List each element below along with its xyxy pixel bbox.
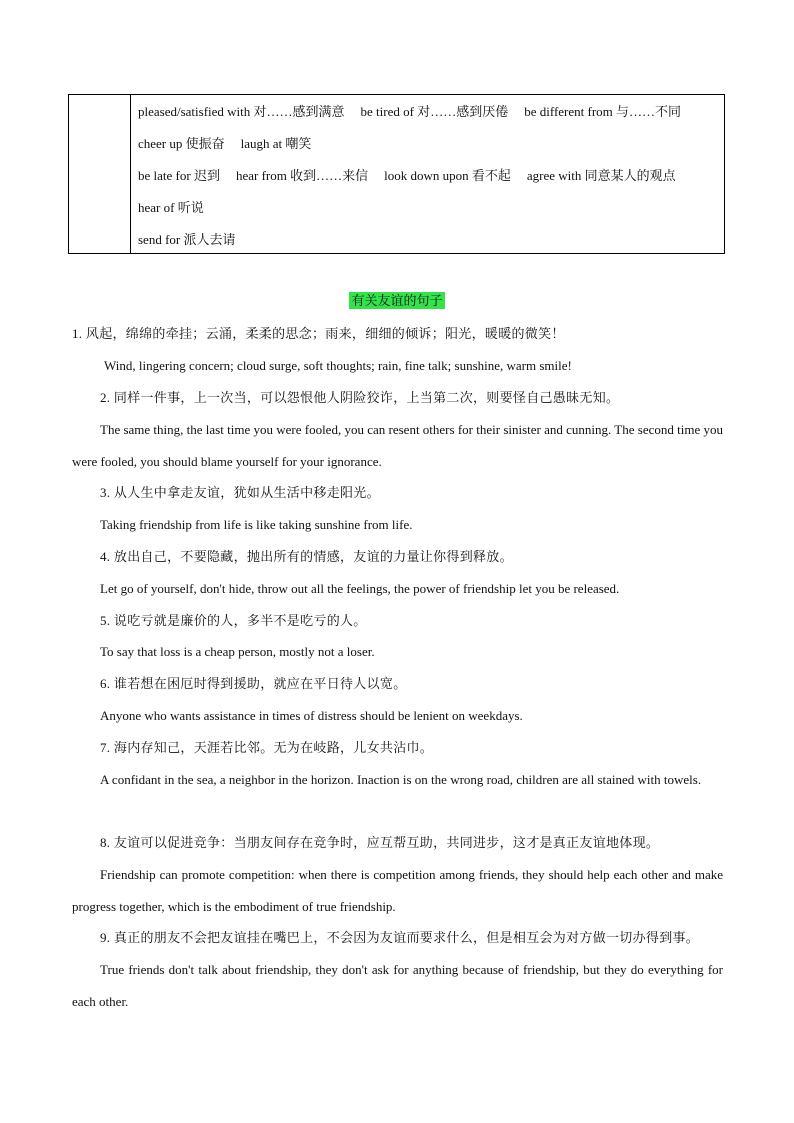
sentence-3-english: Taking friendship from life is like taking sunshine from life.	[100, 517, 413, 532]
sentence-1-chinese: 1. 风起，绵绵的牵挂；云涌，柔柔的思念；雨来，细细的倾诉；阳光，暖暖的微笑！	[72, 326, 565, 341]
phrase-item: laugh at 嘲笑	[240, 136, 312, 151]
phrase-item: look down upon 看不起	[384, 168, 511, 183]
phrase-item: agree with 同意某人的观点	[526, 168, 676, 183]
sentence-5-chinese: 5. 说吃亏就是廉价的人，多半不是吃亏的人。	[100, 613, 367, 628]
phrase-item: cheer up 使振奋	[138, 136, 225, 151]
sentence-8-english: Friendship can promote competition: when there is competition among friends, they should help each other and make progress together, which is the embodiment of true friendship.	[72, 867, 723, 914]
sentence-9-chinese: 9. 真正的朋友不会把友谊挂在嘴巴上，不会因为友谊而要求什么，但是相互会为对方做一切办得到事。	[100, 930, 700, 945]
sentence-4-english: Let go of yourself, don't hide, throw out all the feelings, the power of friendship let you be released.	[100, 581, 620, 596]
phrase-item: be late for 迟到	[138, 168, 220, 183]
phrase-table	[68, 94, 725, 254]
sentence-1-english: Wind, lingering concern; cloud surge, soft thoughts; rain, fine talk; sunshine, warm smile!	[104, 358, 572, 373]
phrase-item: send for 派人去请	[138, 232, 236, 247]
phrase-item: be different from 与……不同	[524, 104, 682, 119]
table-line-2	[138, 135, 720, 153]
phrase-item: be tired of 对……感到厌倦	[360, 104, 509, 119]
sentence-2-english: The same thing, the last time you were fooled, you can resent others for their sinister and cunning. The second time you were fooled, you should blame yourself for your ignorance.	[72, 422, 723, 469]
sentence-5-english: To say that loss is a cheap person, mostly not a loser.	[100, 644, 375, 659]
phrase-item: hear from 收到……来信	[235, 168, 369, 183]
sentence-9-english: True friends don't talk about friendship, they don't ask for anything because of friendship, but they do everything for each other.	[72, 962, 723, 1009]
sentence-8-chinese: 8. 友谊可以促进竞争：当朋友间存在竞争时，应互帮互助，共同进步，这才是真正友谊地体现。	[100, 835, 660, 850]
section-title	[0, 292, 794, 310]
table-left-cell	[69, 95, 131, 253]
sentence-7-chinese: 7. 海内存知己，天涯若比邻。无为在岐路，儿女共沾巾。	[100, 740, 434, 755]
sentence-2-chinese: 2. 同样一件事，上一次当，可以怨恨他人阴险狡诈，上当第二次，则要怪自己愚昧无知。	[100, 390, 620, 405]
section-title-text: 有关友谊的句子	[351, 293, 443, 308]
phrase-item: pleased/satisfied with 对……感到满意	[138, 104, 345, 119]
sentence-6-english: Anyone who wants assistance in times of distress should be lenient on weekdays.	[100, 708, 523, 723]
phrase-item: hear of 听说	[138, 200, 204, 215]
sentence-6-chinese: 6. 谁若想在困厄时得到援助，就应在平日待人以宽。	[100, 676, 407, 691]
table-line-5	[138, 231, 720, 249]
sentence-3-chinese: 3. 从人生中拿走友谊，犹如从生活中移走阳光。	[100, 485, 380, 500]
sentence-4-chinese: 4. 放出自己，不要隐藏，抛出所有的情感，友谊的力量让你得到释放。	[100, 549, 513, 564]
table-line-1	[138, 103, 720, 121]
table-line-3	[138, 167, 720, 185]
table-line-4	[138, 199, 720, 217]
sentence-7-english: A confidant in the sea, a neighbor in the horizon. Inaction is on the wrong road, children are all stained with towels.	[100, 772, 702, 787]
